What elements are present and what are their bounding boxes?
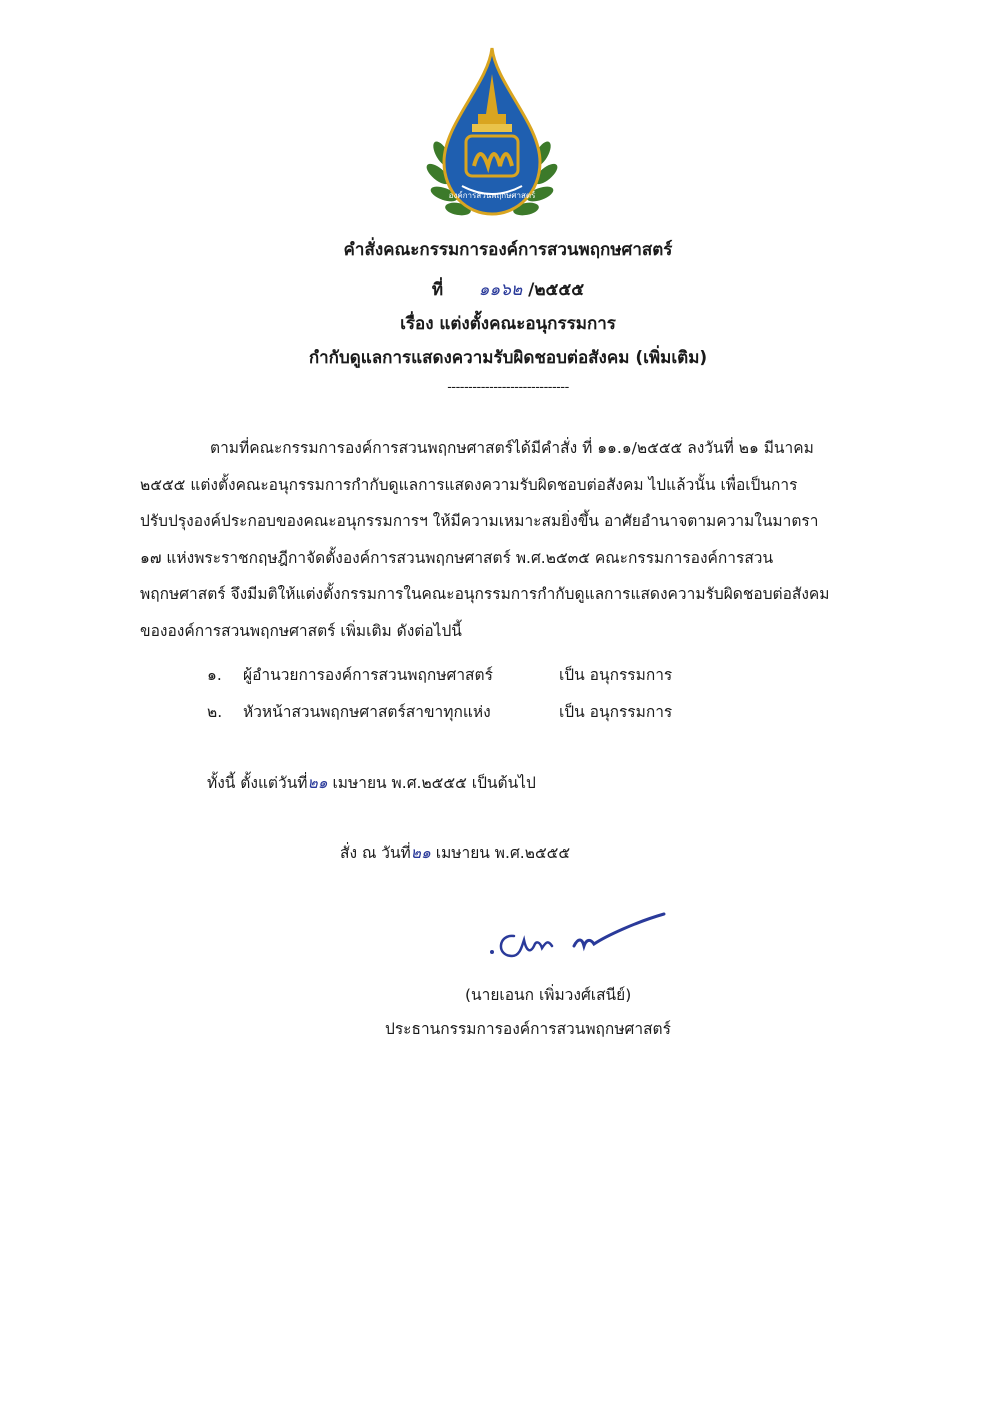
organization-logo-icon (422, 44, 562, 224)
effective-prefix: ทั้งนี้ ตั้งแต่วันที่ (207, 774, 308, 792)
order-prefix: ที่ (431, 280, 444, 300)
paragraph-line: ๑๗ แห่งพระราชกฤษฎีกาจัดตั้งองค์การสวนพฤกษศาสตร์ พ.ศ.๒๕๓๕ คณะกรรมการองค์การสวน (140, 548, 774, 567)
effective-date-line (207, 770, 536, 795)
appointee-position: ผู้อำนวยการองค์การสวนพฤกษศาสตร์ (243, 666, 493, 684)
signer-title: ประธานกรรมการองค์การสวนพฤกษศาสตร์ (385, 1020, 671, 1038)
signer-name: (นายเอนก เพิ่มวงศ์เสนีย์) (465, 986, 632, 1004)
appointee-number: ๑. (207, 666, 222, 684)
ordered-date-line (340, 840, 570, 865)
ordered-prefix: สั่ง ณ วันที่ (340, 844, 411, 862)
order-number-line (8, 276, 1000, 303)
appointee-role: เป็น อนุกรรมการ (559, 666, 673, 684)
appointee-item (207, 662, 672, 687)
subject-line-1: เรื่อง แต่งตั้งคณะอนุกรรมการ (400, 314, 616, 334)
effective-suffix: เมษายน พ.ศ.๒๕๕๕ เป็นต้นไป (327, 774, 536, 792)
document-title: คำสั่งคณะกรรมการองค์การสวนพฤกษศาสตร์ (343, 240, 673, 260)
paragraph-line: ปรับปรุงองค์ประกอบของคณะอนุกรรมการฯ ให้มีความเหมาะสมยิ่งขึ้น อาศัยอำนาจตามความในมาตรา (140, 512, 819, 530)
ordered-day-handwritten: ๒๑ (410, 844, 431, 862)
appointee-number: ๒. (207, 703, 223, 721)
ordered-suffix: เมษายน พ.ศ.๒๕๕๕ (430, 844, 571, 862)
logo-ribbon-text: องค์การสวนพฤกษศาสตร์ (448, 191, 536, 200)
paragraph-line: พฤกษศาสตร์ จึงมีมติให้แต่งตั้งกรรมการในคณะอนุกรรมการกำกับดูแลการแสดงความรับผิดชอบต่อสังคม (140, 585, 830, 603)
subject-line-2: กำกับดูแลการแสดงความรับผิดชอบต่อสังคม (เพิ่มเติม) (308, 348, 708, 368)
appointee-item (207, 699, 672, 724)
paragraph-line: ตามที่คณะกรรมการองค์การสวนพฤกษศาสตร์ได้มีคำสั่ง ที่ ๑๑.๑/๒๕๕๕ ลงวันที่ ๒๑ มีนาคม (210, 439, 814, 457)
body-paragraph (140, 430, 885, 649)
signature-image (486, 906, 676, 966)
paragraph-line: ขององค์การสวนพฤกษศาสตร์ เพิ่มเติม ดังต่อไปนี้ (140, 621, 462, 640)
effective-day-handwritten: ๒๑ (307, 774, 328, 792)
appointee-role: เป็น อนุกรรมการ (559, 703, 673, 721)
order-number-handwritten: ๑๑๖๒ (478, 280, 523, 300)
title-divider: ----------------------------- (447, 380, 569, 395)
appointee-position: หัวหน้าสวนพฤกษศาสตร์สาขาทุกแห่ง (243, 703, 491, 721)
paragraph-line: ๒๕๕๕ แต่งตั้งคณะอนุกรรมการกำกับดูแลการแสดงความรับผิดชอบต่อสังคม ไปแล้วนั้น เพื่อเป็นการ (140, 475, 798, 494)
order-year: /๒๕๕๕ (528, 280, 585, 300)
